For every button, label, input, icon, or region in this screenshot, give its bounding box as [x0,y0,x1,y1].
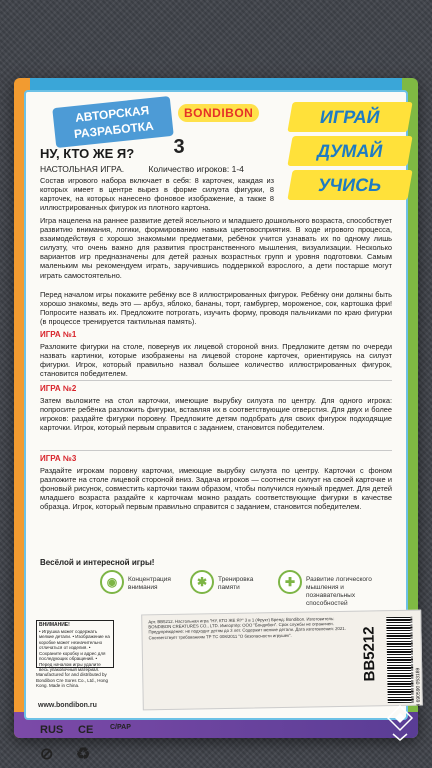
box-back-panel [24,90,422,763]
skill-label: Концентрация внимания [128,576,171,591]
brand-logo: BONDIBON [178,104,259,122]
age-warning-icon: ⊘ [40,746,54,763]
barcode [386,617,413,703]
eac-mark: RUS [40,724,64,736]
age-badge: 3 [173,136,185,158]
game-title: НУ, КТО ЖЕ Я? [40,146,135,161]
barcode-sticker [141,610,423,711]
instructions-text: Перед началом игры покажите ребёнку все 8 иллюстрированных фигурок. Ребёнку они должны быть хорошо знакомы, ведь это — арбуз, яблоко, бананы, торт, гамбургер, мороженое, сок, картошка фри! Попросите назвать их. Предложите потрогать, изучить форму, проводя пальчиками по краю фигурки (в процессе тренируется тактильная память). [40,290,392,327]
skill-logic [278,570,386,608]
warning-text: • Игрушка может содержать мелкие детали. • Изображение на коробке может незначительно отличаться от изделия. • Сохраните коробку и адрес для последующих обращений. • Перед началом игры удалите весь упаковочный материал. [39,628,110,672]
puzzle-icon: ✚ [278,570,302,594]
warning-box [36,620,114,672]
closing-wish: Весёлой и интересной игры! [40,558,155,567]
divider [40,380,392,381]
game-1-text: Разложите фигурки на столе, повернув их лицевой стороной вниз. Предложите детям по очереди назвать картинки, которые изображены на лицевой стороне карточек, ориентируясь на силуэт фигурки. Игрок, который правильно назвал большее количество иллюстрированных фигурок, становится победителем. [40,342,392,379]
warning-title: ВНИМАНИЕ! [39,622,70,628]
game-3-heading: ИГРА №3 [40,454,77,463]
intro-text: Состав игрового набора включает в себя: 8 карточек, каждая из которых имеет в центре вырез в форме силуэта фигурки, 8 карточек, на которых нанесено фоновое изображение, а также 8 иллюстрированных фигурок из плотного картона. [40,176,274,213]
motto-think: ДУМАЙ [287,136,412,166]
ce-mark: CE [78,724,94,736]
game-subtitle [40,164,244,174]
players-count: Количество игроков: 1-4 [148,164,244,174]
article-code: BB5212 [360,626,379,682]
brain-icon: ✱ [190,570,214,594]
game-2-heading: ИГРА №2 [40,384,77,393]
skill-memory [190,570,272,594]
author-badge: АВТОРСКАЯ РАЗРАБОТКА [52,96,174,148]
recycle-icon: ♻ [76,746,91,763]
game-3-text: Раздайте игрокам поровну карточки, имеющие вырубку силуэта по центру. Карточки с фоном разложите на столе лицевой стороной вниз. Задача игроков — соотнести силуэт на своей карточке и фоновый рисунок, совместить карточки таким образом, чтобы получился нужный предмет. Для детей младшего возраста раздайте к карточкам можно раздать соответствующие фигурки в качестве образца. Игрок, который первым правильно справится с заданием, становится победителем. [40,466,392,512]
game-1-heading: ИГРА №1 [40,330,77,339]
skill-label: Развитие логического мышления и познавательных способностей [306,576,372,607]
motto-learn: УЧИСЬ [287,170,412,200]
barcode-number: 4 690590 053189 [415,667,422,707]
game-2-text: Затем выложите на стол карточки, имеющие вырубку силуэта по центру. Для одного игрока: попросите ребёнка разложить фигурки, вставляя их в соответствующие отверстия. Для двух и более игроков: раздайте фигурки поровну. Предложите детям подобрать для своих фигурок подходящие карточки. Игрок, который первым справится с заданием, становится победителем. [40,396,392,433]
manufacturer-info: Manufactured for and distributed by Bondibon Cre Sores Co., Ltd., Hong Kong. Made in China. [36,672,109,688]
cpap-mark: C/PAP [110,724,131,731]
skill-label: Тренировка памяти [218,576,254,591]
divider [40,450,392,451]
eye-icon: ◉ [100,570,124,594]
website: www.bondibon.ru [38,702,97,709]
game-type: НАСТОЛЬНАЯ ИГРА. [40,164,125,174]
description-text: Игра нацелена на раннее развитие детей ясельного и младшего дошкольного возраста, способствует развитию внимания, логики, формированию навыка цветовосприятия. В ходе игрового процесса, взаимодействуя с хорошо знакомыми предметами, ребёнок учится узнавать их по одному лишь силуэту, что очень важно для развития пространственного мышления, визуализации. Несколько вариантов игр предназначены для детей разных возрастных групп и уровня подготовки. Самым маленьким мы рекомендуем играть, заручившись поддержкой взрослого, а дети постарше могут играть самостоятельно. [40,216,392,280]
skill-attention [100,570,188,594]
watermark-logo [386,704,414,744]
motto-play: ИГРАЙ [287,102,412,132]
sticker-text: Арт. BB5212. Настольная игра "НУ, КТО ЖЕ Я?" 3 в 1 (Фрукт) Бренд: Bondibon. Изготовитель: BONDIBON CREATURES CO., LTD. Импортёр: ООО "Бондибон". Срок службы не ограничен. Предупреждение: не подходит детям до 3 лет. Содержит мелкие детали. Дата изготовления: 2021. Соответствует требованиям ТР ТС 008/2011 "О безопасности игрушек". [148,616,346,640]
